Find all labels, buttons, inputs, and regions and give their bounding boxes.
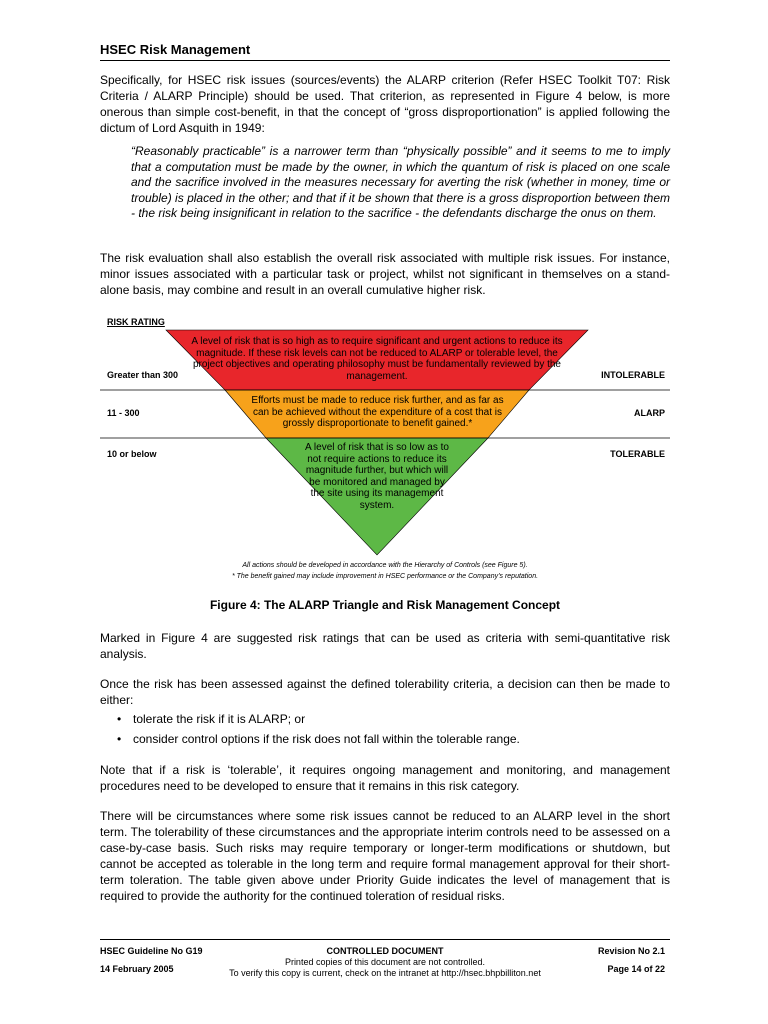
bullet-icon: •	[117, 712, 122, 726]
footer-date: 14 February 2005	[100, 964, 174, 974]
rating-11-300: 11 - 300	[107, 408, 140, 418]
figure-note-hierarchy: All actions should be developed in accordance with the Hierarchy of Controls (see Figure 5).	[242, 562, 528, 569]
figure-note-benefit: * The benefit gained may include improvement in HSEC performance or the Company’s reputation.	[231, 573, 539, 580]
paragraph-risk-ratings: Marked in Figure 4 are suggested risk ratings that can be used as criteria with semi-quantitative risk analysis.	[100, 631, 670, 661]
category-tolerable: TOLERABLE	[610, 449, 665, 459]
paragraph-decision: Once the risk has been assessed against the defined tolerability criteria, a decision can then be made to either:	[100, 677, 670, 707]
paragraph-tolerable-note: Note that if a risk is ‘tolerable’, it requires ongoing management and monitoring, and management procedures need to be developed to ensure that it remains in this risk category.	[100, 763, 670, 793]
paragraph-interim-controls: There will be circumstances where some risk issues cannot be reduced to an ALARP level in the short term. The tolerability of these circumstances and the appropriate interim controls need to be assessed on a case-by-case basis. Such risks may require temporary or longer-term modifications or shutdown, but cannot be accepted as tolerable in the long term and require formal management approval for their short-term toleration. The table given above under Priority Guide indicates the level of management that is required to provide the authority for the continued toleration of residual risks.	[100, 809, 670, 903]
header-rule	[100, 60, 670, 61]
footer-verify-copy: To verify this copy is current, check on the intranet at http://hsec.bhpbilliton.net	[229, 968, 541, 978]
rating-10-or-below: 10 or below	[107, 449, 157, 459]
alarp-triangle-figure	[100, 312, 670, 587]
intolerable-description: A level of risk that is so high as to require significant and urgent actions to reduce its magnitude. If these risk levels can not be reduced to ALARP or tolerable level, the project objectives and operating philosophy must be fundamentally reviewed by the management.	[191, 336, 563, 382]
risk-rating-header: RISK RATING	[107, 317, 165, 327]
footer-rule	[100, 939, 670, 940]
paragraph-overall-risk: The risk evaluation shall also establish the overall risk associated with multiple risk issues. For instance, minor issues associated with a particular task or project, whilst not significant in themselves on a stand-alone basis, may combine and result in an overall cumulative higher risk.	[100, 251, 670, 297]
list-item: • tolerate the risk if it is ALARP; or	[117, 712, 306, 726]
quote-lord-asquith: “Reasonably practicable” is a narrower term than “physically possible” and it seems to me to imply that a computation must be made by the owner, in which the quantum of risk is placed on one scale and the sacrifice involved in the measures necessary for averting the risk (whether in money, time or trouble) is placed in the other; and that if it be shown that there is a gross disproportion between them - the risk being insignificant in relation to the sacrifice - the defendants discharge the onus on them.	[131, 144, 670, 220]
rating-greater-than-300: Greater than 300	[107, 370, 179, 380]
footer-page-number: Page 14 of 22	[607, 964, 665, 974]
alarp-description: Efforts must be made to reduce risk further, and as far as can be achieved without the expenditure of a cost that is grossly disproportionate to benefit gained.*	[251, 395, 504, 429]
category-alarp: ALARP	[634, 408, 665, 418]
bullet-icon: •	[117, 732, 122, 746]
paragraph-alarp-criterion: Specifically, for HSEC risk issues (sources/events) the ALARP criterion (Refer HSEC Toolkit T07: Risk Criteria / ALARP Principle) should be used. That criterion, as represented in Figure 4 below, is more onerous than simple cost-benefit, in that the concept of “gross disproportionation” is applied following the dictum of Lord Asquith in 1949:	[100, 73, 670, 135]
figure-caption: Figure 4: The ALARP Triangle and Risk Management Concept	[209, 598, 561, 612]
page-header-title: HSEC Risk Management	[100, 42, 251, 57]
footer-guideline-number: HSEC Guideline No G19	[100, 946, 203, 956]
list-item: • consider control options if the risk does not fall within the tolerable range.	[117, 732, 520, 746]
footer-printed-copies: Printed copies of this document are not controlled.	[284, 957, 486, 967]
footer-controlled-document: CONTROLLED DOCUMENT	[326, 946, 444, 956]
decision-options-list	[100, 711, 670, 751]
category-intolerable: INTOLERABLE	[601, 370, 665, 380]
footer-revision: Revision No 2.1	[597, 946, 665, 956]
tolerable-description: A level of risk that is so low as to not require actions to reduce its magnitude further, but which will be monitored and managed by the site using its management system.	[305, 442, 449, 511]
